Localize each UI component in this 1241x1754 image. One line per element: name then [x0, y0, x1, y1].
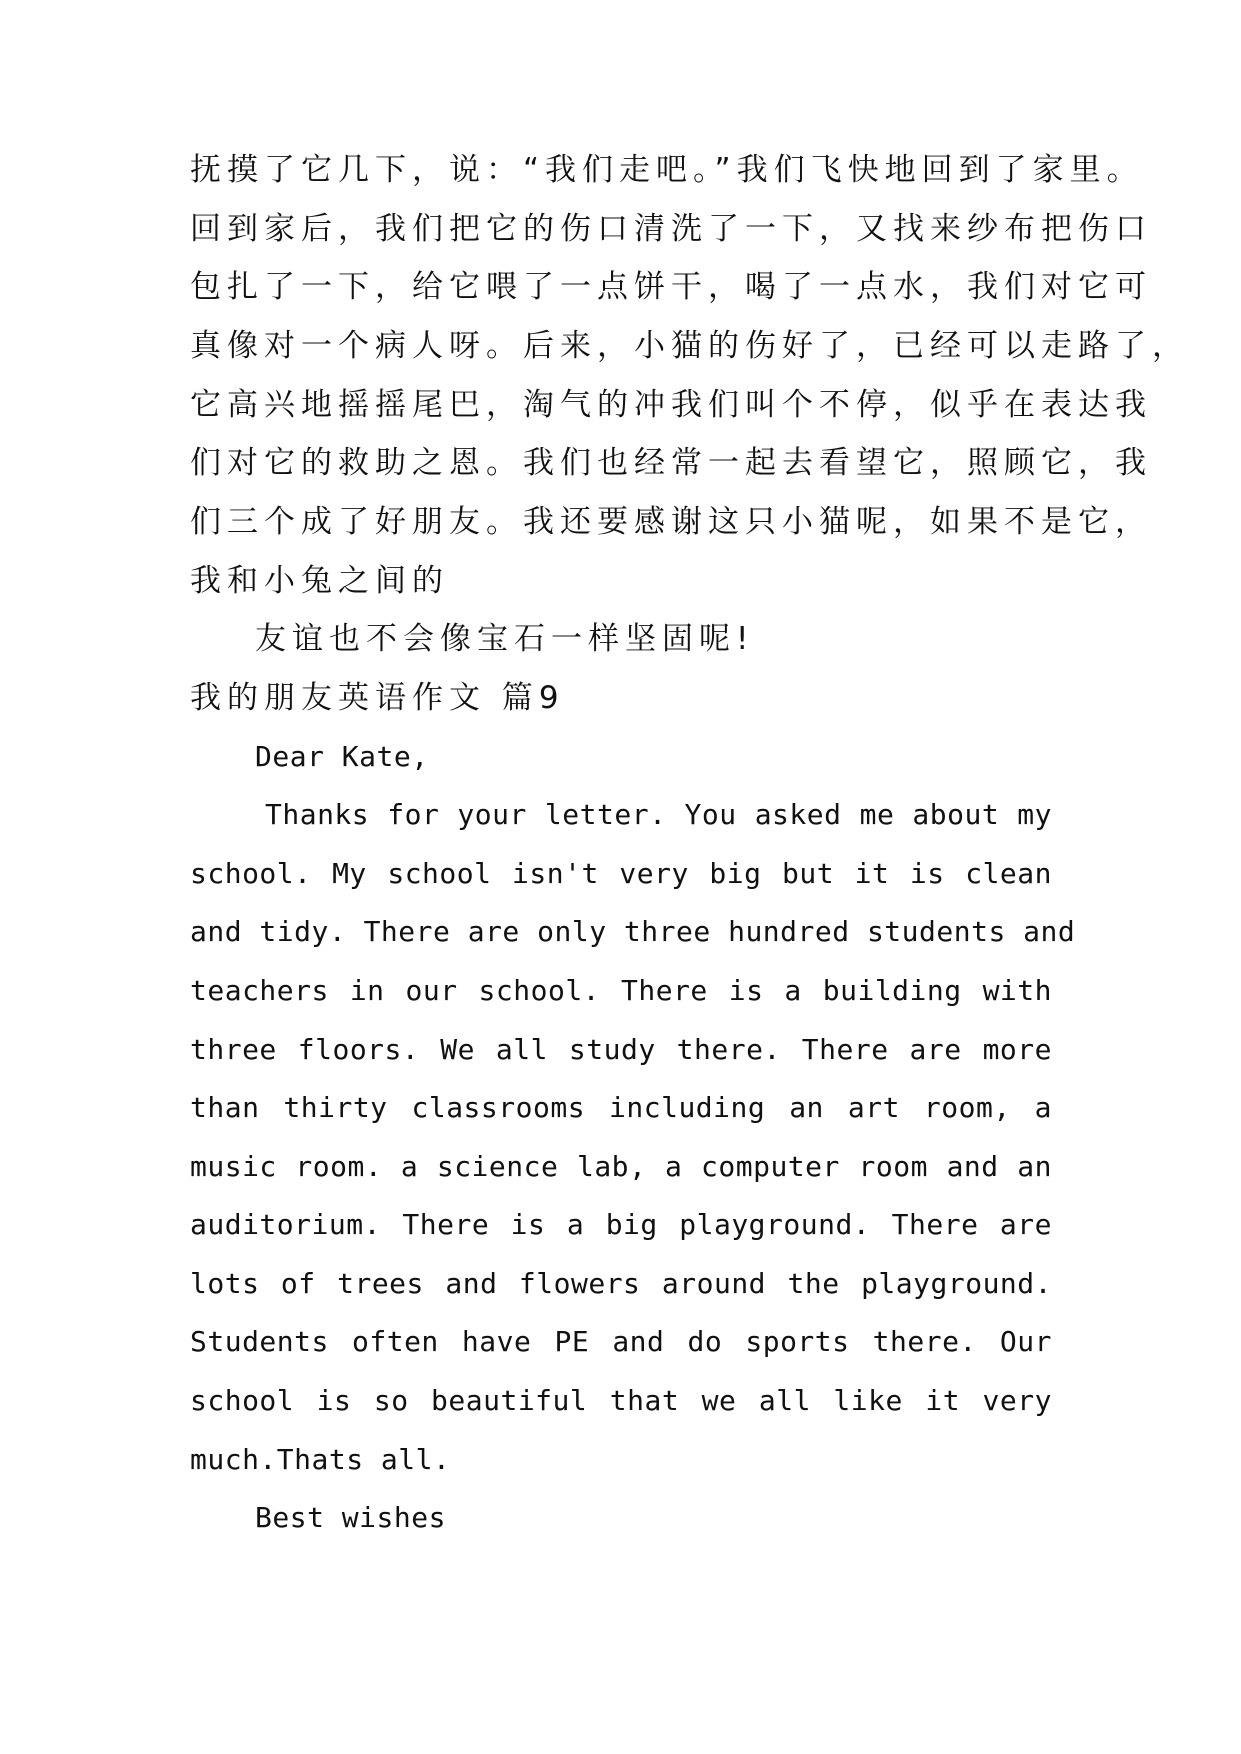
paragraph-line: 们三个成了好朋友。我还要感谢这只小猫呢，如果不是它， — [190, 504, 1152, 540]
letter-closing: Best wishes — [255, 1501, 446, 1534]
letter-salutation: Dear Kate, — [255, 740, 429, 773]
letter-line: school is so beautiful that we all like it very — [190, 1384, 1052, 1417]
letter-line: and tidy. There are only three hundred students and — [190, 915, 1076, 948]
letter-line: music room. a science lab, a computer room and an — [190, 1150, 1052, 1183]
letter-line: than thirty classrooms including an art room, a — [190, 1091, 1052, 1124]
letter-line: teachers in our school. There is a building with — [190, 974, 1052, 1007]
letter-line: auditorium. There is a big playground. There are — [190, 1208, 1052, 1241]
letter-line: lots of trees and flowers around the playground. — [190, 1267, 1052, 1300]
paragraph-line: 我和小兔之间的 — [190, 563, 449, 599]
letter-line: three floors. We all study there. There are more — [190, 1033, 1052, 1066]
letter-line: school. My school isn't very big but it is clean — [190, 857, 1052, 890]
section-heading: 我的朋友英语作文 篇9 — [190, 680, 565, 716]
letter-line: Thanks for your letter. You asked me about my — [265, 798, 1052, 831]
letter-line: Students often have PE and do sports there. Our — [190, 1325, 1052, 1358]
paragraph-line: 真像对一个病人呀。后来，小猫的伤好了，已经可以走路了， — [190, 328, 1189, 364]
paragraph-line: 它高兴地摇摇尾巴，淘气的冲我们叫个不停，似乎在表达我 — [190, 387, 1152, 423]
paragraph-line: 回到家后，我们把它的伤口清洗了一下，又找来纱布把伤口 — [190, 211, 1152, 247]
friendship-line: 友谊也不会像宝石一样坚固呢! — [255, 621, 755, 657]
paragraph-line: 抚摸了它几下，说：“我们走吧。”我们飞快地回到了家里。 — [190, 152, 1144, 188]
letter-line: much.Thats all. — [190, 1443, 451, 1476]
paragraph-line: 包扎了一下，给它喂了一点饼干，喝了一点水，我们对它可 — [190, 269, 1152, 305]
paragraph-line: 们对它的救助之恩。我们也经常一起去看望它，照顾它，我 — [190, 445, 1152, 481]
